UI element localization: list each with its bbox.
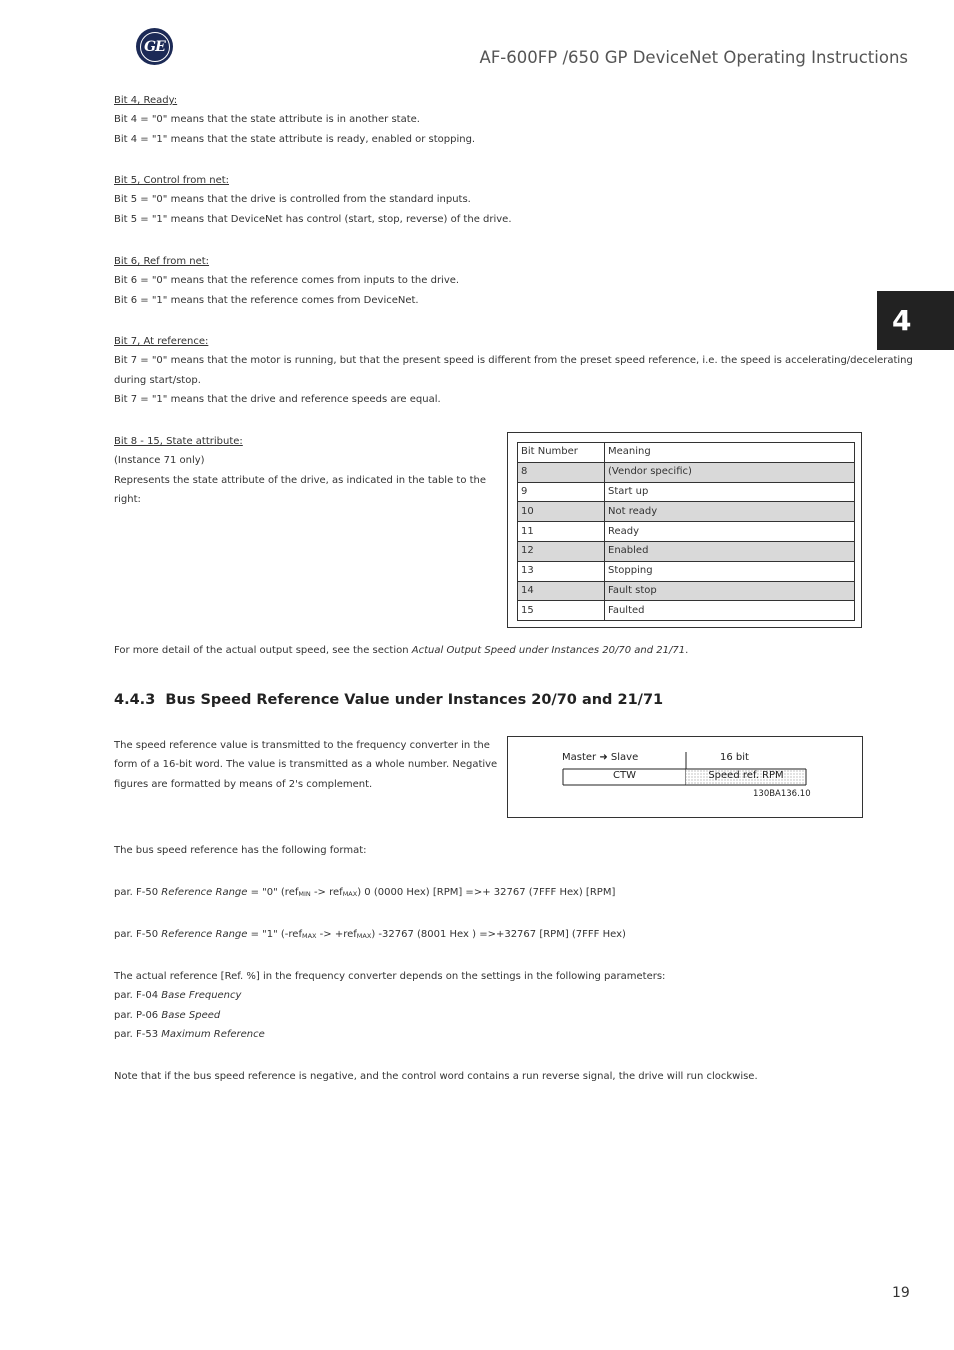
section-heading [114, 692, 663, 708]
bit5-line-1: Bit 5 = "1" means that DeviceNet has control (start, stop, reverse) of the drive. [114, 213, 512, 225]
bit5-block [114, 171, 512, 229]
reference-range-0 [114, 883, 615, 904]
table-header-cell: Meaning [605, 443, 855, 463]
parameter-line [114, 986, 665, 1005]
bit7-line-0: Bit 7 = "0" means that the motor is running, but that the present speed is different from the preset speed reference, i.e. the speed is accelerating/decelerating [114, 355, 913, 367]
bit-number-cell: 8 [518, 462, 605, 482]
table-row [518, 561, 855, 581]
par-prefix: par. F-50 [114, 887, 162, 898]
bit4-line-1: Bit 4 = "1" means that the state attribute is ready, enabled or stopping. [114, 133, 476, 145]
bit8-15-note: (Instance 71 only) [114, 455, 205, 467]
par-text: = "1" (-ref [247, 929, 302, 940]
meaning-cell: Not ready [605, 502, 855, 522]
section-reference-link: Actual Output Speed under Instances 20/70 and 21/71 [411, 645, 686, 656]
bit6-heading: Bit 6, Ref from net: [114, 256, 210, 267]
ge-logo-text: GE [140, 32, 170, 62]
meaning-cell: Enabled [605, 541, 855, 561]
table-row [518, 522, 855, 542]
table-row [518, 462, 855, 482]
par-name: Base Speed [161, 1009, 221, 1021]
table-row [518, 581, 855, 601]
subscript: MAX [356, 932, 372, 940]
figure-code: 130BA136.10 [753, 789, 811, 799]
format-intro: The bus speed reference has the following format: [114, 845, 367, 856]
bit7-line-0b: during start/stop. [114, 374, 201, 386]
par-text: -> +ref [316, 929, 357, 940]
arrow-right-icon: ➜ [599, 752, 608, 763]
more-detail-suffix: . [685, 645, 689, 656]
bit8-15-desc-1: right: [114, 493, 141, 505]
table-row [518, 601, 855, 621]
bit4-block [114, 91, 475, 149]
par-text: ) -32767 (8001 Hex ) =>+32767 [RPM] (7FFF Hex) [371, 929, 626, 940]
actual-reference-block [114, 967, 665, 1044]
intro-paragraph [114, 736, 498, 794]
meaning-cell: Ready [605, 522, 855, 542]
bit-number-cell: 12 [518, 541, 605, 561]
bit-number-cell: 9 [518, 482, 605, 502]
meaning-cell: Stopping [605, 561, 855, 581]
par-prefix: par. F-53 [114, 1028, 162, 1040]
bit-number-cell: 11 [518, 522, 605, 542]
bit7-heading: Bit 7, At reference: [114, 336, 209, 347]
chapter-tab: 4 [877, 291, 954, 350]
word-format-diagram [507, 736, 863, 818]
bit7-line-1: Bit 7 = "1" means that the drive and reference speeds are equal. [114, 393, 441, 405]
meaning-cell: (Vendor specific) [605, 462, 855, 482]
intro-line-1: form of a 16-bit word. The value is transmitted as a whole number. Negative [114, 759, 498, 771]
subscript: MAX [301, 932, 317, 940]
bit-number-cell: 13 [518, 561, 605, 581]
table-row [518, 541, 855, 561]
table-header-cell: Bit Number [518, 443, 605, 463]
bit-number-cell: 10 [518, 502, 605, 522]
par-prefix: par. F-50 [114, 929, 162, 940]
bit8-15-desc-0: Represents the state attribute of the drive, as indicated in the table to the [114, 474, 487, 486]
table-row [518, 482, 855, 502]
more-detail-prefix: For more detail of the actual output speed, see the section [114, 645, 412, 656]
bit6-block [114, 252, 459, 310]
ctw-cell: CTW [613, 770, 636, 781]
more-detail-line [114, 641, 688, 660]
bit8-15-block [114, 432, 487, 509]
intro-line-2: figures are formatted by means of 2's complement. [114, 778, 373, 790]
par-name: Reference Range [161, 929, 248, 940]
master-slave-label [562, 752, 638, 763]
bit8-15-heading: Bit 8 - 15, State attribute: [114, 436, 243, 447]
par-text: -> ref [310, 887, 343, 898]
parameter-line [114, 1025, 665, 1044]
bit5-heading: Bit 5, Control from net: [114, 175, 230, 186]
section-number: 4.4.3 [114, 692, 156, 708]
meaning-cell: Start up [605, 482, 855, 502]
parameter-line [114, 1006, 665, 1025]
par-name: Reference Range [161, 887, 248, 898]
master-label: Master [562, 752, 597, 763]
bit4-line-0: Bit 4 = "0" means that the state attribute is in another state. [114, 114, 420, 126]
bit6-line-0: Bit 6 = "0" means that the reference comes from inputs to the drive. [114, 275, 460, 287]
par-name: Maximum Reference [161, 1028, 265, 1040]
meaning-cell: Fault stop [605, 581, 855, 601]
bit7-block [114, 332, 913, 409]
par-text: = "0" (ref [247, 887, 299, 898]
slave-label: Slave [610, 752, 639, 763]
bit6-line-1: Bit 6 = "1" means that the reference comes from DeviceNet. [114, 294, 419, 306]
bit-number-cell: 14 [518, 581, 605, 601]
bit-number-cell: 15 [518, 601, 605, 621]
par-name: Base Frequency [161, 990, 242, 1002]
table-header-row [518, 443, 855, 463]
ge-logo [136, 28, 173, 65]
page-number: 19 [892, 1285, 910, 1301]
bit4-heading: Bit 4, Ready: [114, 95, 178, 106]
subscript: MIN [298, 890, 311, 898]
par-prefix: par. F-04 [114, 990, 162, 1002]
document-title: AF-600FP /650 GP DeviceNet Operating Instructions [479, 48, 908, 67]
meaning-cell: Faulted [605, 601, 855, 621]
note-paragraph: Note that if the bus speed reference is negative, and the control word contains a run reverse signal, the drive will run clockwise. [114, 1071, 758, 1082]
subscript: MAX [342, 890, 358, 898]
bit-width-label: 16 bit [720, 752, 749, 763]
reference-range-1 [114, 925, 626, 946]
section-title: Bus Speed Reference Value under Instances 20/70 and 21/71 [165, 692, 664, 708]
par-prefix: par. P-06 [114, 1009, 162, 1021]
intro-line-0: The speed reference value is transmitted to the frequency converter in the [114, 740, 490, 751]
speed-ref-cell: Speed ref. RPM [708, 770, 784, 781]
par-text: ) 0 (0000 Hex) [RPM] =>+ 32767 (7FFF Hex) [RPM] [357, 887, 616, 898]
state-table [517, 442, 855, 621]
actual-reference-intro: The actual reference [Ref. %] in the frequency converter depends on the settings in the following parameters: [114, 971, 666, 982]
table-row [518, 502, 855, 522]
state-table-frame [507, 432, 862, 628]
bit5-line-0: Bit 5 = "0" means that the drive is controlled from the standard inputs. [114, 194, 471, 206]
